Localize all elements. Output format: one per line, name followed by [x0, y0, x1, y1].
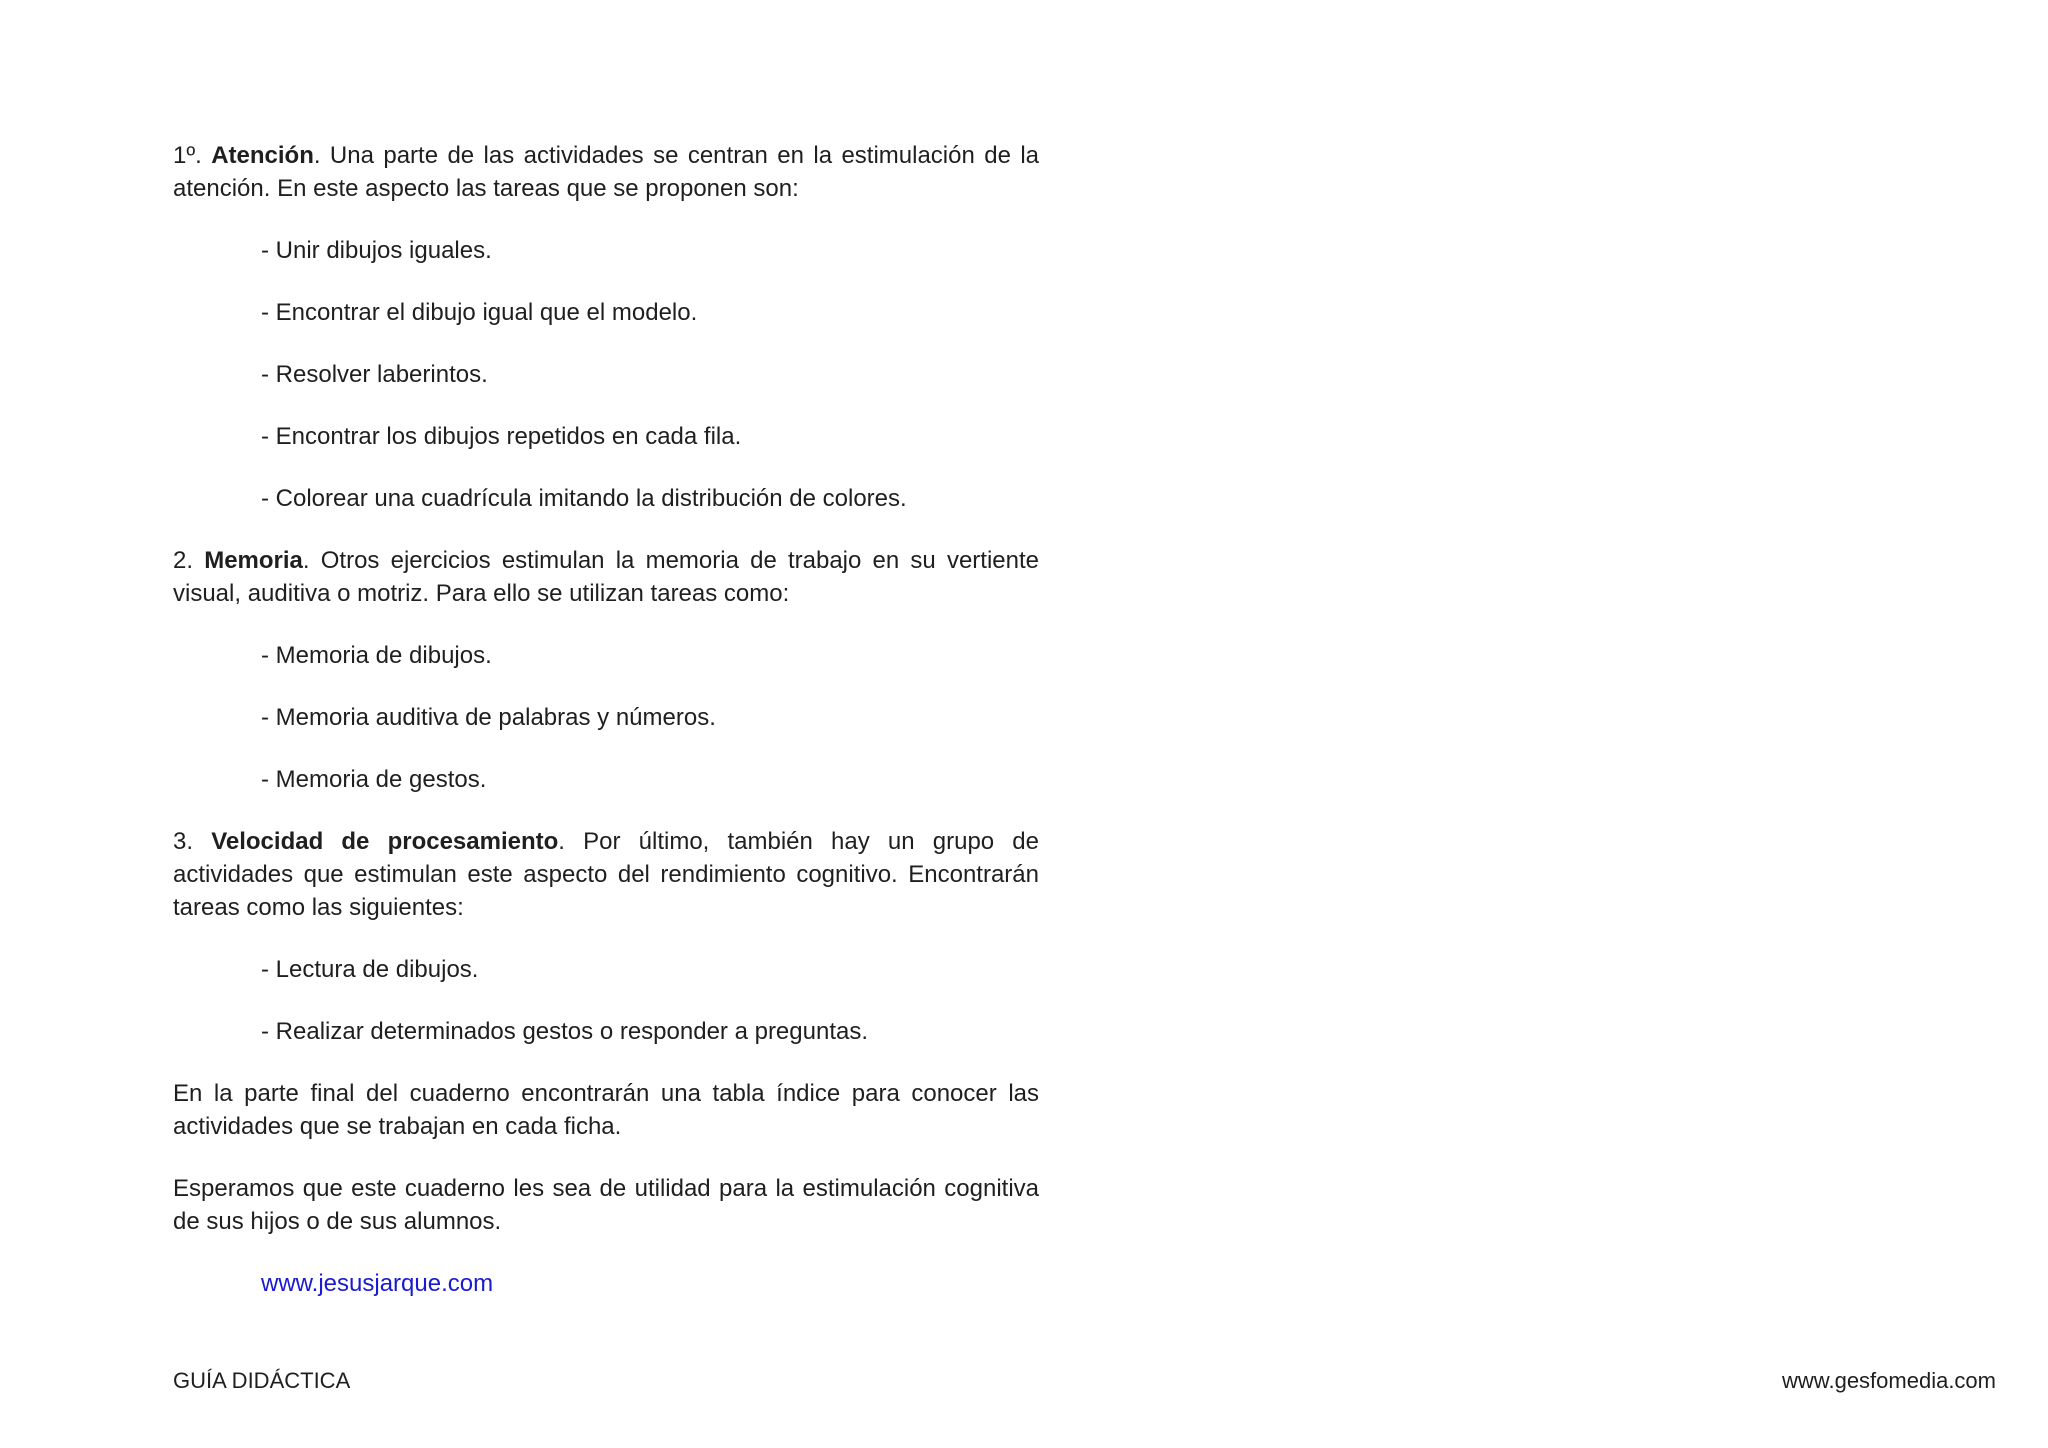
closing-paragraph: Esperamos que este cuaderno les sea de utilidad para la estimulación cognitiva de sus hijos o de sus alumnos. — [173, 1175, 1039, 1235]
section-attention-intro — [173, 139, 1039, 205]
section-title: Velocidad de procesamiento — [211, 828, 559, 855]
section-text: . Una parte de las actividades se centran en la estimulación de la atención. En este aspecto las tareas que se proponen son: — [173, 142, 1040, 202]
footer-title: GUÍA DIDÁCTICA — [173, 1368, 351, 1393]
list-item: - Encontrar el dibujo igual que el modelo. — [261, 299, 698, 326]
footer-website: www.gesfomedia.com — [1782, 1368, 1996, 1393]
section-text: . Por último, también hay un grupo de actividades que estimulan este aspecto del rendimiento cognitivo. Encontrarán tareas como las siguientes: — [173, 828, 1040, 921]
list-item: - Memoria auditiva de palabras y números. — [261, 704, 716, 731]
section-number: 3. — [173, 828, 194, 855]
section-memory-intro — [173, 544, 1039, 610]
list-item: - Encontrar los dibujos repetidos en cada fila. — [261, 423, 742, 450]
section-number: 2. — [173, 547, 194, 574]
list-item: - Memoria de gestos. — [261, 766, 487, 793]
website-link[interactable]: www.jesusjarque.com — [261, 1270, 494, 1297]
section-title: Memoria — [204, 547, 303, 574]
list-item: - Resolver laberintos. — [261, 361, 488, 388]
section-number: 1º. — [173, 142, 202, 169]
closing-paragraph: En la parte final del cuaderno encontrarán una tabla índice para conocer las actividades que se trabajan en cada ficha. — [173, 1080, 1039, 1140]
list-item: - Colorear una cuadrícula imitando la distribución de colores. — [261, 485, 907, 512]
list-item: - Unir dibujos iguales. — [261, 237, 492, 264]
list-item: - Realizar determinados gestos o responder a preguntas. — [261, 1018, 869, 1045]
section-text: . Otros ejercicios estimulan la memoria de trabajo en su vertiente visual, auditiva o motriz. Para ello se utilizan tareas como: — [173, 547, 1039, 607]
section-speed-intro — [173, 825, 1039, 924]
list-item: - Memoria de dibujos. — [261, 642, 492, 669]
document-body — [173, 139, 1039, 1300]
section-title: Atención — [211, 142, 314, 169]
list-item: - Lectura de dibujos. — [261, 956, 479, 983]
